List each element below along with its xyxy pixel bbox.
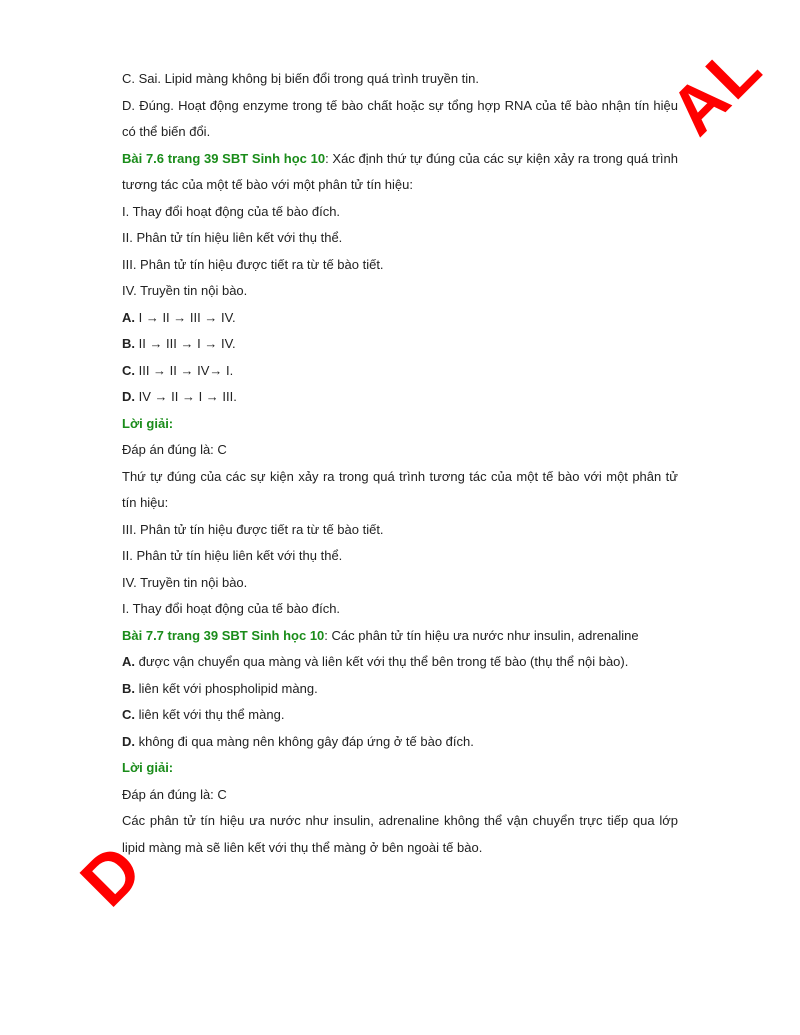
explanation: Thứ tự đúng của các sự kiện xảy ra trong quá trình tương tác của một tế bào với một phân tử tín hiệu: (122, 468, 678, 510)
option-key: D. (122, 733, 135, 749)
question-text: : Xác định thứ tự đúng của các sự kiện xảy ra trong quá trình tương tác của một tế bào với một phân tử tín hiệu: (122, 150, 678, 192)
text-line: C. Sai. Lipid màng không bị biến đổi trong quá trình truyền tin. (122, 71, 479, 86)
option-text: IV → II → I → III. (135, 389, 237, 404)
option-b (122, 676, 678, 703)
option-text: liên kết với phospholipid màng. (135, 680, 318, 696)
question-7-6 (122, 146, 678, 199)
question-title: Bài 7.7 trang 39 SBT Sinh học 10 (122, 627, 325, 643)
statement: I. Thay đổi hoạt động của tế bào đích. (122, 203, 341, 219)
question-7-7 (122, 623, 678, 650)
watermark-top-right: AL (655, 28, 777, 150)
answer-line: Đáp án đúng là: C (122, 786, 227, 802)
statement: II. Phân tử tín hiệu liên kết với thụ thể. (122, 230, 343, 245)
option-text: II → III → I → IV. (135, 336, 236, 351)
watermark-bottom-left: D (65, 829, 157, 921)
explanation-step: I. Thay đổi hoạt động của tế bào đích. (122, 601, 341, 616)
answer-line: Đáp án đúng là: C (122, 442, 227, 457)
option-text: III → II → IV→ I. (135, 362, 234, 378)
option-c (122, 358, 678, 385)
option-key: A. (122, 309, 135, 325)
question-text: : Các phân tử tín hiệu ưa nước như insulin, adrenaline (324, 627, 639, 643)
solution-heading: Lời giải: (122, 760, 174, 775)
document-body (122, 66, 678, 861)
option-key: B. (122, 336, 135, 351)
option-key: D. (122, 389, 135, 404)
explanation-step: IV. Truyền tin nội bào. (122, 574, 248, 590)
option-c (122, 702, 678, 729)
option-a (122, 649, 678, 676)
statement: III. Phân tử tín hiệu được tiết ra từ tế bào tiết. (122, 256, 384, 272)
option-d (122, 729, 678, 756)
solution-heading: Lời giải: (122, 415, 174, 431)
explanation-step: III. Phân tử tín hiệu được tiết ra từ tế bào tiết. (122, 521, 384, 537)
option-a (122, 305, 678, 332)
explanation: Các phân tử tín hiệu ưa nước như insulin, adrenaline không thể vận chuyển trực tiếp qua lớp lipid màng mà sẽ liên kết với thụ thể màng ở bên ngoài tế bào. (122, 813, 678, 855)
option-text: I → II → III → IV. (135, 309, 236, 325)
option-key: C. (122, 707, 135, 722)
option-key: A. (122, 654, 135, 669)
option-text: được vận chuyển qua màng và liên kết với thụ thể bên trong tế bào (thụ thể nội bào). (135, 654, 629, 669)
option-key: C. (122, 362, 135, 378)
option-b (122, 331, 678, 358)
option-text: liên kết với thụ thể màng. (135, 707, 285, 722)
explanation-step: II. Phân tử tín hiệu liên kết với thụ thể. (122, 548, 343, 563)
option-d (122, 384, 678, 411)
option-key: B. (122, 680, 135, 696)
question-title: Bài 7.6 trang 39 SBT Sinh học 10 (122, 150, 326, 166)
text-line: D. Đúng. Hoạt động enzyme trong tế bào chất hoặc sự tổng hợp RNA của tế bào nhận tín hiệu có thể biến đổi. (122, 97, 678, 139)
option-text: không đi qua màng nên không gây đáp ứng ở tế bào đích. (135, 733, 474, 749)
statement: IV. Truyền tin nội bào. (122, 283, 248, 298)
